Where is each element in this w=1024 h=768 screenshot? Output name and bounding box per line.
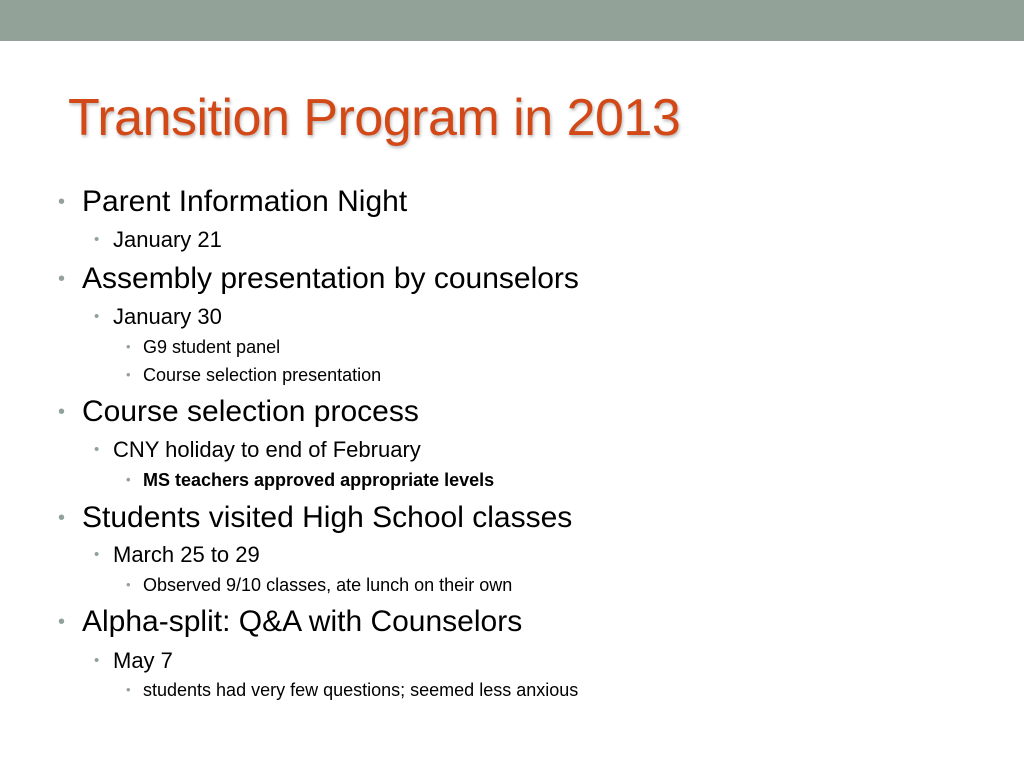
slide-title: Transition Program in 2013 [68,89,681,147]
bullet-dot-icon: • [94,652,100,669]
bullet-level-2 [94,226,222,254]
bullet-text: Course selection process [82,395,419,428]
bullet-dot-icon: • [126,472,131,487]
bullet-level-3 [126,468,495,492]
bullet-text: January 30 [113,304,222,329]
bullet-dot-icon: • [58,507,66,529]
bullet-text: Parent Information Night [82,185,408,218]
bullet-text: March 25 to 29 [113,542,260,567]
bullet-level-1 [58,603,523,641]
bullet-text: Students visited High School classes [82,501,573,534]
bullet-text: January 21 [113,227,222,252]
bullet-level-1 [58,499,573,537]
top-accent-band [0,0,1024,41]
bullet-text: Observed 9/10 classes, ate lunch on their own [143,575,513,595]
bullet-text: Course selection presentation [143,365,382,385]
bullet-dot-icon: • [126,339,131,354]
bullet-dot-icon: • [58,611,66,633]
bullet-level-2 [94,436,421,464]
bullet-dot-icon: • [58,268,66,290]
bullet-level-2 [94,303,222,331]
bullet-level-2 [94,541,260,569]
bullet-level-1 [58,183,408,221]
bullet-text: Alpha-split: Q&A with Counselors [82,605,523,638]
bullet-level-3 [126,363,382,387]
bullet-dot-icon: • [94,546,100,563]
bullet-level-1 [58,260,579,298]
bullet-level-3 [126,678,579,702]
bullet-dot-icon: • [58,401,66,423]
bullet-level-3 [126,573,513,597]
bullet-dot-icon: • [94,441,100,458]
bullet-level-3 [126,335,281,359]
bullet-text: CNY holiday to end of February [113,437,421,462]
bullet-text: students had very few questions; seemed less anxious [143,680,579,700]
bullet-level-1 [58,393,419,431]
bullet-dot-icon: • [94,308,100,325]
bullet-level-2 [94,647,173,675]
bullet-text: G9 student panel [143,337,281,357]
bullet-text: Assembly presentation by counselors [82,262,579,295]
bullet-text: MS teachers approved appropriate levels [143,470,495,490]
bullet-dot-icon: • [126,577,131,592]
bullet-dot-icon: • [58,191,66,213]
bullet-dot-icon: • [94,231,100,248]
bullet-dot-icon: • [126,682,131,697]
bullet-dot-icon: • [126,367,131,382]
bullet-text: May 7 [113,648,173,673]
